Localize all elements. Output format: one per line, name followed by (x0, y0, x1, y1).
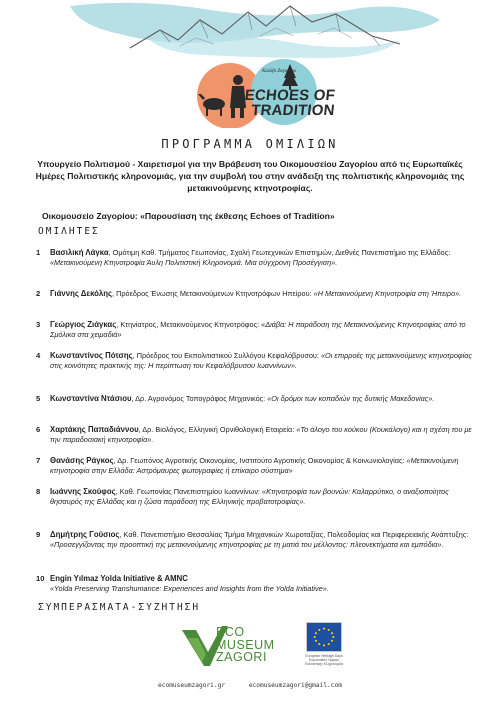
speaker-affiliation: , Δρ. Βιολόγος, Ελληνική Ορνιθολογική Εταιρεία: (138, 425, 297, 434)
speaker-name: Δημήτρης Γούσιος (50, 530, 120, 539)
european-heritage-days-badge (306, 622, 342, 670)
speaker-name: Ιωάννης Σκούφος (50, 487, 116, 496)
speaker-talk: «Μετακινούμενη Κτηνοτροφία Άυλη Πολιτιστική Κληρονομιά. Μια σύγχρονη Προσέγγιση». (50, 257, 338, 267)
speaker-talk: «Yolda Preserving Transhumance: Experiences and Insights from the Yolda Initiative». (50, 583, 329, 593)
eco-line-3: ZAGORI (216, 650, 267, 664)
speaker-number: 6 (36, 425, 41, 434)
speaker-number: 10 (36, 574, 45, 583)
eu-flag-icon (306, 622, 342, 652)
logo-line-2: TRADITION (250, 102, 336, 119)
echoes-of-tradition-logo (242, 88, 355, 118)
conclusions-heading: ΣΥΜΠΕΡΑΣΜΑΤΑ-ΣΥΖΗΤΗΣΗ (38, 602, 201, 613)
speaker-affiliation: , Καθ. Γεωπονίας Πανεπιστημίου Ιωαννίνων: (115, 487, 263, 496)
speaker-number: 7 (36, 456, 41, 465)
speaker-number: 3 (36, 320, 41, 329)
speaker-affiliation: , Πρόεδρος Ένωσης Μετακινούμενων Κτηνοτρόφων Ηπείρου: (112, 289, 314, 298)
speaker-name: Γιάννης Δεκόλης (50, 289, 113, 298)
presentation-line: Οικομουσείο Ζαγορίου: «Παρουσίαση της έκθεσης Echoes of Tradition» (42, 211, 335, 221)
speaker-number: 8 (36, 487, 41, 496)
speaker-number: 2 (36, 289, 41, 298)
speakers-heading: ΟΜΙΛΗΤΕΣ (38, 226, 100, 237)
speaker-name: Κωνσταντίνος Πότσης (50, 351, 133, 360)
speaker-number: 9 (36, 530, 41, 539)
logo-small-text: Καλύβι Ζαγορίου (262, 69, 296, 74)
eco-line-1: ECO (216, 625, 245, 639)
speaker-name: Βασιλική Λάγκα (50, 248, 109, 257)
speaker-affiliation: , Καθ. Πανεπιστήμιο Θεσσαλίας Τμήμα Μηχανικών Χωροταξίας, Πολεοδομίας και Περιφερειακής Ανάπτυξης: (119, 530, 469, 539)
speaker-talk: «Οι δρόμοι των κοπαδιών της δυτικής Μακεδονίας». (267, 394, 435, 403)
logo-line-1: ECHOES OF (243, 87, 336, 104)
speaker-talk: «Η Μετακινούμενη Κτηνοτροφία στη Ήπειρο». (313, 289, 462, 298)
speaker-name: Χαρτάκης Παπαδιάννου (50, 425, 139, 434)
program-title: ΠΡΟΓΡΑΜΜΑ ΟΜΙΛΙΩΝ (161, 137, 339, 151)
speaker-name: Γεώργιος Ζιάγκας (50, 320, 117, 329)
intro-text: Υπουργείο Πολιτισμού - Χαιρετισμοί για την Βράβευση του Οικομουσείου Ζαγορίου από τις Ευρωπαϊκές Ημέρες Πολιτιστικής κληρονομιάς, για την συμβολή του στην ανάδειξη της πολιτιστικής κληρονομιάς της μετακινούμενης κτηνοτροφίας. (35, 159, 465, 194)
eu-caption: European Heritage Days Ευρωπαϊκές Ημέρες Πολιτιστικής Κληρονομιάς (304, 654, 344, 667)
speaker-name: Engin Yılmaz Yolda Initiative & AMNC (50, 574, 188, 583)
speaker-number: 5 (36, 394, 41, 403)
speaker-name: Θανάσης Ράγκος (50, 456, 114, 465)
speaker-talk: «Προσεγγίζοντας την προοπτική της μετακινούμενης κτηνοτροφίας με τη ματιά του μέλλοντος: πλεονεκτήματα και εμπόδια». (50, 539, 444, 549)
speaker-affiliation: , Δρ. Αγρονόμος Τοπογράφος Μηχανικός: (131, 394, 268, 403)
speaker-name: Κωνσταντίνα Ντάσιου (50, 394, 132, 403)
footer-contacts (0, 682, 500, 689)
speaker-talk: «Κτηνοτροφία των βουνών: Καλαρρύτικο, ο αναξιοποίητος θησαυρός της Ελλάδας και η ζώσα παράδοση της Ελληνικής προβατοτροφίας». (50, 487, 449, 506)
speaker-number: 4 (36, 351, 41, 360)
speaker-talk: «Μετακινούμενη κτηνοτροφία στην Ελλάδα: Αστρόμαυρες φωτογραφίες ή επίκαιρο σύστημα» (50, 456, 459, 475)
speaker-affiliation: , Κτηνίατρος, Μετακινούμενος Κτηνοτρόφος: (116, 320, 262, 329)
speaker-talk: «Οι επιρροές της μετακινούμενης κτηνοτροφίας στις κοινότητες πρακτικής της: Η περίπτωση του Κεφαλόβρυσου Ιωαννίνων». (50, 351, 472, 370)
speaker-affiliation: , Ομότιμη Καθ. Τμήματος Γεωπονίας, Σχολή Γεωτεχνικών Επιστημών, Διεθνές Πανεπιστήμιο της Ελλάδος: (108, 248, 451, 257)
speaker-number: 1 (36, 248, 41, 257)
speaker-affiliation: , Δρ. Γεωπόνος Αγροτικής Οικονομίας, Ινστιτούτο Αγροτικής Οικονομίας & Κοινωνιολογίας: (113, 456, 407, 465)
eco-line-2: MUSEUM (216, 637, 275, 652)
ecomuseum-logo-text (216, 626, 275, 664)
speaker-affiliation: , Πρόεδρος του Εκπολιτιστικού Συλλόγου Κεφαλόβρυσου: (132, 351, 321, 360)
speaker-talk: «Το άλογο του κούκου (Κουκάλογο) και η σχέση του με την παραδοσιακή κτηνοτροφία». (50, 425, 472, 444)
speaker-talk: «Διάβα: Η παράδοση της Μετακινούμενης Κτηνοτροφίας από το Σμόλικα στα χειμαδιά» (50, 320, 466, 339)
email-link[interactable]: ecomuseumzagori@gmail.com (248, 682, 342, 689)
website-link[interactable]: ecomuseumzagori.gr (158, 682, 226, 689)
